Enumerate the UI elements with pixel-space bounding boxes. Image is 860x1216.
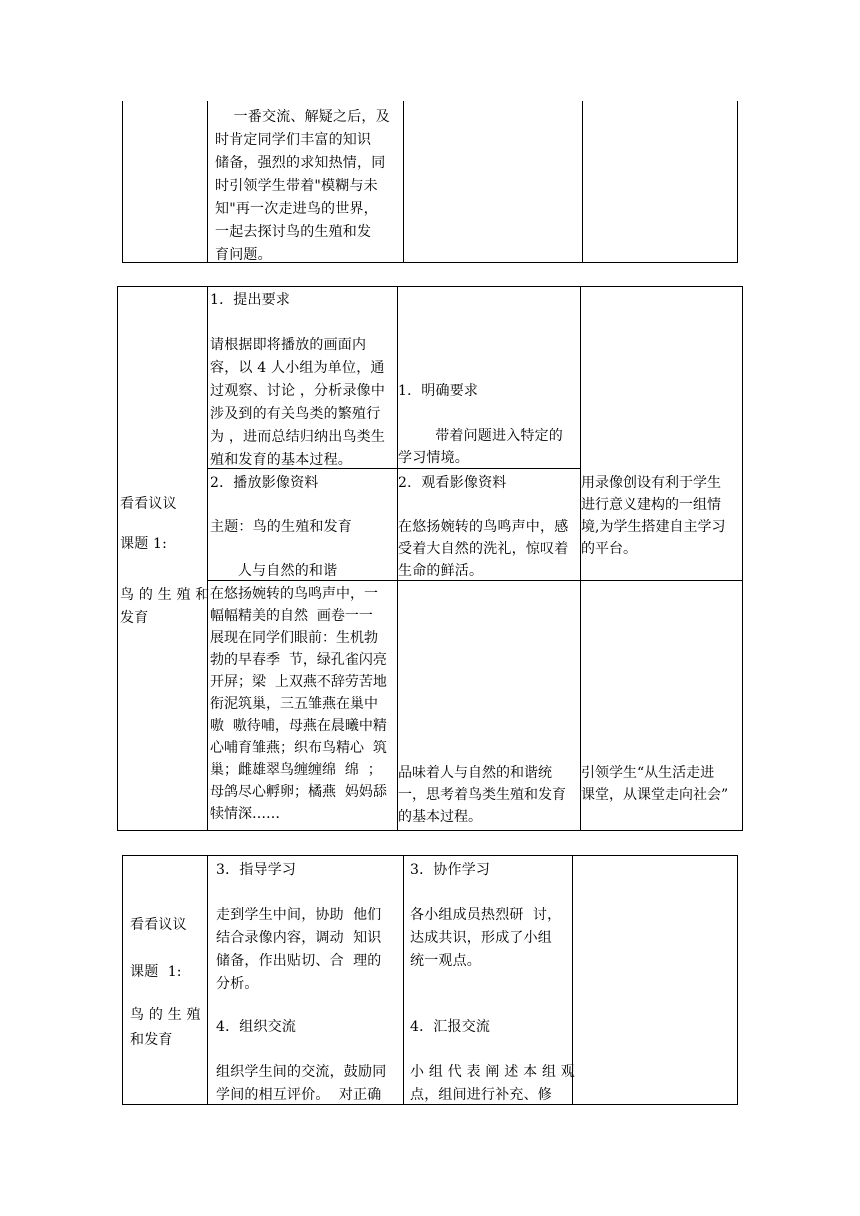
text-line: 犊情深…… xyxy=(210,806,280,822)
table-border xyxy=(117,830,743,831)
label-line: 鸟 的 生 殖 xyxy=(130,1007,201,1023)
text-line: 1．明确要求 xyxy=(398,383,479,399)
text-line: 殖和发育的基本过程。 xyxy=(210,452,352,468)
table-border xyxy=(403,855,404,1105)
table-border xyxy=(122,101,123,263)
text-line: 时引领学生带着"模糊与未 xyxy=(215,178,378,194)
label-line: 课题 1: xyxy=(120,536,168,552)
table-border xyxy=(737,101,738,263)
text-line: 学习情境。 xyxy=(398,450,469,466)
label-line: 看看议议 xyxy=(130,917,187,933)
text-line: 1．提出要求 xyxy=(210,292,291,308)
text-line: 母鸽尽心孵卵；橘燕 妈妈舔 xyxy=(210,784,387,800)
text-line: 点，组间进行补充、修 xyxy=(410,1087,552,1103)
text-line: 勃的早春季 节，绿孔雀闪亮 xyxy=(210,652,387,668)
text-line: 学间的相互评价。 对正确 xyxy=(216,1087,382,1103)
text-line: 走到学生中间，协助 他们 xyxy=(216,907,382,923)
text-line: 3．协作学习 xyxy=(410,862,491,878)
text-line: 在悠扬婉转的鸟鸣声中，一 xyxy=(210,586,378,602)
text-line: 结合录像内容，调动 知识 xyxy=(216,930,382,946)
label-line: 课题 1: xyxy=(130,964,182,980)
table-border xyxy=(122,855,123,1105)
text-line: 境,为学生搭建自主学习 xyxy=(581,519,726,535)
text-line: 一起去探讨鸟的生殖和发 xyxy=(215,224,372,240)
text-line: 一番交流、解疑之后，及 xyxy=(215,109,390,125)
text-line: 分析。 xyxy=(216,976,259,992)
text-line: 心哺育雏燕；织布鸟精心 筑 xyxy=(210,740,387,756)
table-border xyxy=(207,286,208,831)
text-line: 请根据即将播放的画面内 xyxy=(210,337,367,353)
text-line: 的平台。 xyxy=(581,541,637,557)
text-line: 各小组成员热烈研 讨， xyxy=(410,907,562,923)
text-line: 达成共识，形成了小组 xyxy=(410,930,552,946)
text-line: 育问题。 xyxy=(215,247,272,263)
text-line: 嗷 嗷待哺，母燕在晨曦中精 xyxy=(210,718,387,734)
table-border xyxy=(122,855,738,856)
text-line: 统一观点。 xyxy=(410,953,481,969)
text-line: 生命的鲜活。 xyxy=(398,563,484,579)
label-line: 鸟 的 生 殖 和 xyxy=(120,587,210,603)
text-line: 用录像创设有利于学生 xyxy=(581,475,721,491)
text-line: 带着问题进入特定的 xyxy=(398,428,564,444)
text-line: 涉及到的有关鸟类的繁殖行 xyxy=(210,406,381,422)
label-line: 和发育 xyxy=(130,1032,173,1048)
text-line: 容，以 4 人小组为单位，通 xyxy=(210,360,385,376)
label-line: 看看议议 xyxy=(120,496,177,512)
text-line: 4．组织交流 xyxy=(216,1019,297,1035)
table-border xyxy=(737,855,738,1105)
text-line: 进行意义建构的一组情 xyxy=(581,497,721,513)
label-line: 发育 xyxy=(120,610,149,626)
text-line: 时肯定同学们丰富的知识 xyxy=(215,132,372,148)
text-line: 知"再一次走进鸟的世界， xyxy=(215,201,378,217)
text-line: 品味着人与自然的和谐统 xyxy=(398,765,552,781)
text-line: 4．汇报交流 xyxy=(410,1019,491,1035)
text-line: 展现在同学们眼前：生机勃 xyxy=(210,630,378,646)
text-line: 小 组 代 表 阐 述 本 组 观 xyxy=(410,1064,576,1080)
text-line: 为 ，进而总结归纳出鸟类生 xyxy=(210,429,386,445)
table-border xyxy=(117,286,743,287)
text-line: 3．指导学习 xyxy=(216,862,297,878)
table-border xyxy=(207,855,208,1105)
text-line: 2．播放影像资料 xyxy=(210,475,319,491)
text-line: 巢；雌雄翠鸟缠缠绵 绵 ； xyxy=(210,762,382,778)
text-line: 过观察、讨论 ，分析录像中 xyxy=(210,383,386,399)
text-line: 人与自然的和谐 xyxy=(210,563,338,579)
text-line: 主题：鸟的生殖和发育 xyxy=(210,519,352,535)
table-border xyxy=(117,286,118,831)
text-line: 引领学生“从生活走进 xyxy=(581,765,715,781)
text-line: 一，思考着鸟类生殖和发育 xyxy=(398,787,566,803)
table-border xyxy=(582,101,583,263)
text-line: 储备，强烈的求知热情，同 xyxy=(215,155,386,171)
table-border xyxy=(742,286,743,831)
text-line: 的基本过程。 xyxy=(398,809,482,825)
text-line: 2．观看影像资料 xyxy=(398,475,507,491)
text-line: 衔泥筑巢，三五雏燕在巢中 xyxy=(210,696,378,712)
text-line: 在悠扬婉转的鸟鸣声中，感 xyxy=(398,519,569,535)
text-line: 幅幅精美的自然 画卷一一 xyxy=(210,608,373,624)
text-line: 开屏；梁 上双燕不辞劳苦地 xyxy=(210,674,387,690)
text-line: 组织学生间的交流，鼓励同 xyxy=(216,1064,387,1080)
text-line: 储备，作出贴切、合 理的 xyxy=(216,953,382,969)
table-border xyxy=(403,101,404,263)
text-line: 课堂，从课堂走向社会” xyxy=(581,787,729,803)
table-border xyxy=(207,101,208,263)
text-line: 受着大自然的洗礼，惊叹着 xyxy=(398,541,569,557)
